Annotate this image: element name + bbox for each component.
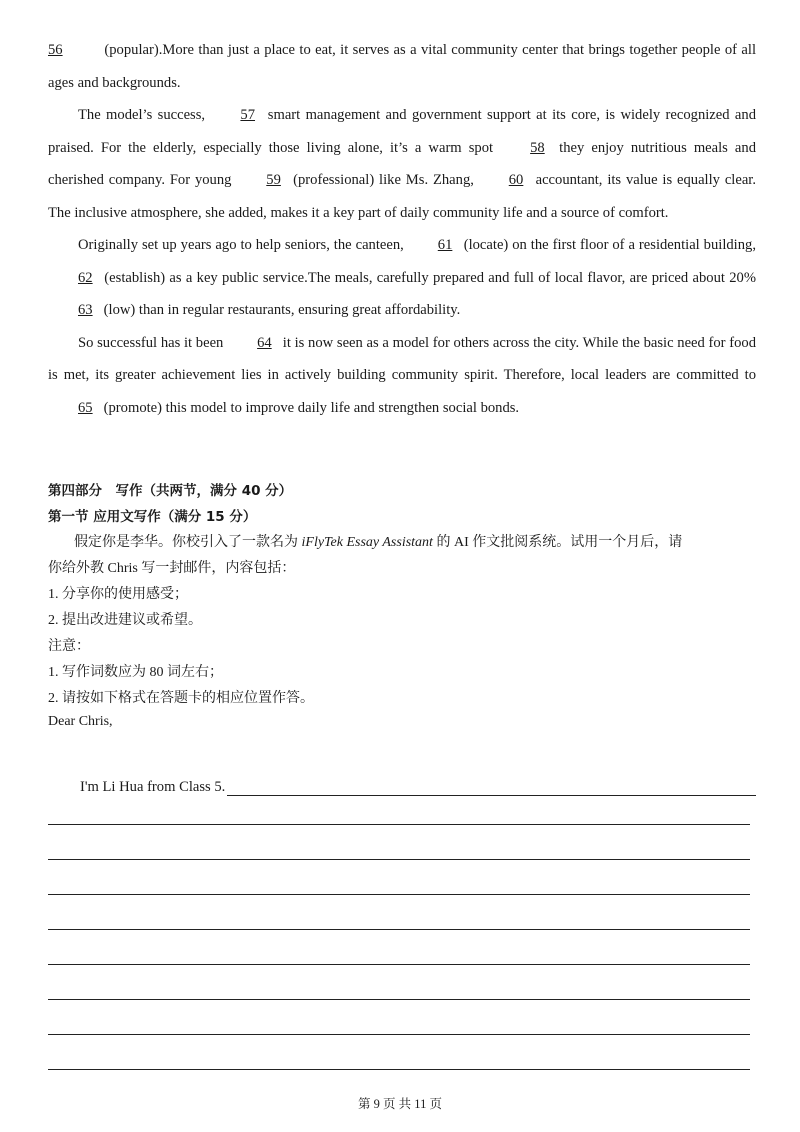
blank-57: 57 — [240, 107, 256, 123]
writing-prompt: 假定你是李华。你校引入了一款名为 iFlyTek Essay Assistant 的 AI 作文批阅系统。试用一个月后，请 — [74, 535, 683, 550]
app-name: iFlyTek Essay Assistant — [301, 535, 433, 550]
blank-65: 65 — [78, 399, 93, 416]
blank-61: 61 — [437, 237, 453, 253]
part-title: 第四部分 写作（共两节，满分 40 分） — [48, 483, 293, 499]
answer-line[interactable] — [48, 964, 750, 965]
task-item-2: 2. 提出改进建议或希望。 — [48, 613, 202, 628]
answer-fill — [227, 779, 756, 796]
answer-line[interactable] — [48, 824, 750, 825]
blank-63: 63 — [78, 302, 93, 318]
opening-sentence: I'm Li Hua from Class 5. — [80, 779, 226, 795]
answer-line[interactable] — [48, 1034, 750, 1035]
blank-62: 62 — [78, 269, 93, 286]
answer-line[interactable] — [48, 999, 750, 1000]
passage-paragraph-3: Originally set up years ago to help seniors, the canteen, 61 (locate) on the first floor of a residential building, 62 (establish) as a key public service.The meals, carefully prepared and full of local flavor, are priced about 20% 63 (low) than in regular restaurants, ensuring great affordability. — [48, 229, 756, 327]
passage-paragraph-1: 56 (popular).More than just a place to eat, it serves as a vital community center that brings together people of all ages and backgrounds. — [48, 34, 756, 99]
answer-line[interactable] — [48, 929, 750, 930]
page-number: 第 9 页 共 11 页 — [358, 1097, 442, 1111]
task-item-1: 1. 分享你的使用感受； — [48, 587, 188, 602]
greeting: Dear Chris, — [48, 714, 113, 729]
blank-64: 64 — [257, 334, 272, 351]
writing-section — [48, 478, 756, 732]
note-2: 2. 请按如下格式在答题卡的相应位置作答。 — [48, 691, 314, 706]
answer-line[interactable] — [48, 1069, 750, 1070]
blank-58: 58 — [530, 139, 545, 156]
section-title: 第一节 应用文写作（满分 15 分） — [48, 509, 257, 525]
passage-paragraph-4: So successful has it been 64 it is now seen as a model for others across the city. While the basic need for food is met, its greater achievement lies in actively building community spirit. Therefore, local leaders are committed to 65 (promote) this model to improve daily life and strengthen social bonds. — [48, 327, 756, 425]
reading-passage — [48, 34, 756, 424]
note-label: 注意： — [48, 639, 90, 654]
answer-line[interactable] — [48, 894, 750, 895]
answer-line-1[interactable] — [80, 774, 756, 796]
note-1: 1. 写作词数应为 80 词左右； — [48, 665, 223, 680]
answer-line[interactable] — [48, 859, 750, 860]
passage-paragraph-2: The model’s success, 57 smart management and government support at its core, is widely recognized and praised. For the elderly, especially those living alone, it’s a warm spot 58 they enjoy nutritious meals and cherished company. For young 59 (professional) like Ms. Zhang, 60 accountant, its value is equally clear. The inclusive atmosphere, she added, makes it a key part of daily community life and a source of comfort. — [48, 99, 756, 229]
blank-59: 59 — [266, 172, 281, 188]
blank-56: 56 — [48, 42, 63, 58]
blank-60: 60 — [508, 172, 524, 188]
writing-prompt-cont: 你给外教 Chris 写一封邮件，内容包括： — [48, 561, 296, 576]
